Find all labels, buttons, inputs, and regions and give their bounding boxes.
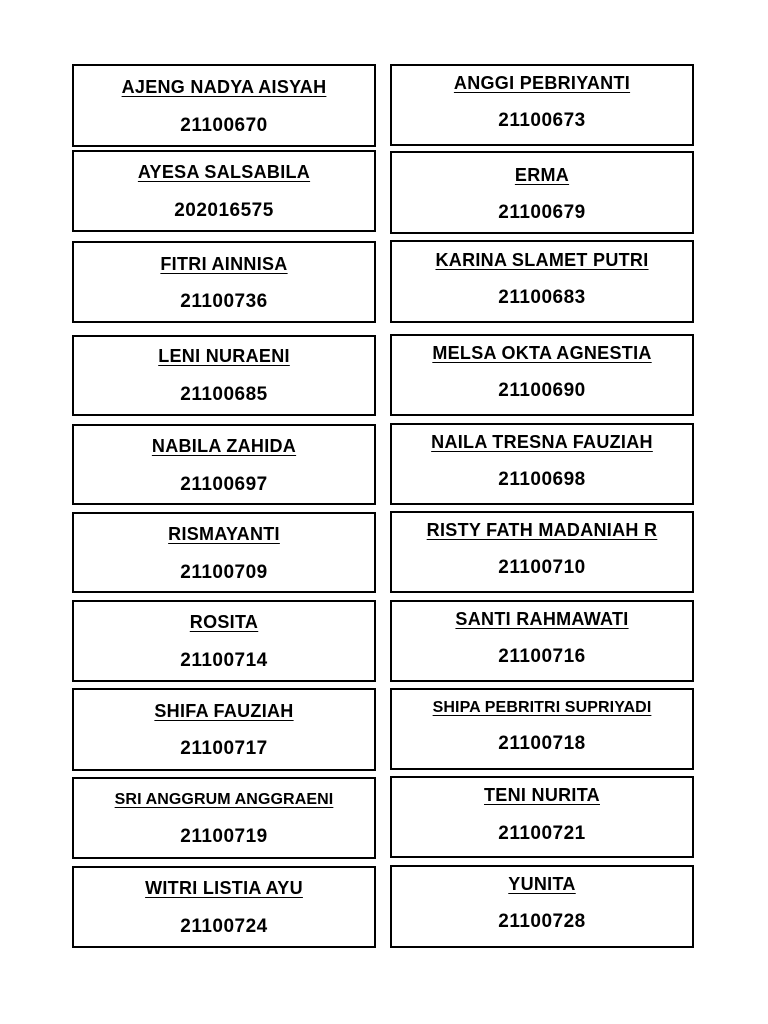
name-card — [390, 240, 694, 323]
student-number: 21100690 — [498, 380, 586, 401]
student-name: WITRI LISTIA AYU — [145, 878, 303, 898]
student-name: KARINA SLAMET PUTRI — [435, 250, 649, 270]
student-name: SANTI RAHMAWATI — [455, 609, 629, 629]
name-card — [72, 241, 376, 323]
student-name: ROSITA — [189, 612, 259, 632]
student-name: SHIPA PEBRITRI SUPRIYADI — [432, 699, 652, 716]
student-name: RISMAYANTI — [168, 524, 280, 544]
student-number: 21100670 — [180, 115, 268, 136]
student-name: SHIFA FAUZIAH — [154, 701, 294, 721]
student-number: 21100679 — [498, 202, 586, 223]
student-name: MELSA OKTA AGNESTIA — [432, 343, 652, 363]
name-card — [72, 688, 376, 771]
name-card — [72, 64, 376, 147]
student-name: YUNITA — [508, 874, 576, 894]
student-name: ERMA — [514, 165, 570, 185]
student-name: FITRI AINNISA — [160, 254, 288, 274]
name-card — [390, 151, 694, 234]
name-card — [72, 150, 376, 232]
student-number: 21100736 — [180, 291, 268, 312]
student-name: AJENG NADYA AISYAH — [121, 77, 327, 97]
student-number: 21100719 — [180, 826, 268, 847]
student-number: 21100721 — [498, 823, 586, 844]
student-number: 21100714 — [180, 650, 268, 671]
student-name: SRI ANGGRUM ANGGRAENI — [114, 791, 334, 808]
student-number: 21100685 — [180, 384, 268, 405]
name-card — [72, 777, 376, 859]
student-name: LENI NURAENI — [158, 346, 290, 366]
name-card — [390, 511, 694, 593]
name-card — [390, 776, 694, 858]
student-name: TENI NURITA — [484, 785, 600, 805]
student-number: 21100724 — [180, 916, 268, 937]
student-name: NABILA ZAHIDA — [151, 436, 297, 456]
student-number: 21100698 — [498, 469, 586, 490]
student-name: RISTY FATH MADANIAH R — [426, 520, 658, 540]
student-name: AYESA SALSABILA — [137, 162, 311, 182]
name-card — [390, 334, 694, 416]
student-number: 21100710 — [498, 557, 586, 578]
name-card — [390, 64, 694, 146]
student-number: 21100716 — [498, 646, 586, 667]
name-card — [390, 423, 694, 505]
name-card — [72, 600, 376, 682]
student-number: 202016575 — [174, 200, 274, 221]
student-number: 21100673 — [498, 110, 586, 131]
student-name: NAILA TRESNA FAUZIAH — [431, 432, 653, 452]
student-number: 21100717 — [180, 738, 268, 759]
name-card — [72, 866, 376, 948]
student-number: 21100709 — [180, 562, 268, 583]
name-card — [72, 424, 376, 505]
student-number: 21100728 — [498, 911, 586, 932]
student-name: ANGGI PEBRIYANTI — [453, 73, 631, 93]
student-number: 21100697 — [180, 474, 268, 495]
student-number: 21100683 — [498, 287, 586, 308]
name-card — [72, 512, 376, 593]
name-card — [390, 688, 694, 770]
name-card — [390, 865, 694, 948]
name-card — [390, 600, 694, 682]
student-number: 21100718 — [498, 733, 586, 754]
name-card — [72, 335, 376, 416]
